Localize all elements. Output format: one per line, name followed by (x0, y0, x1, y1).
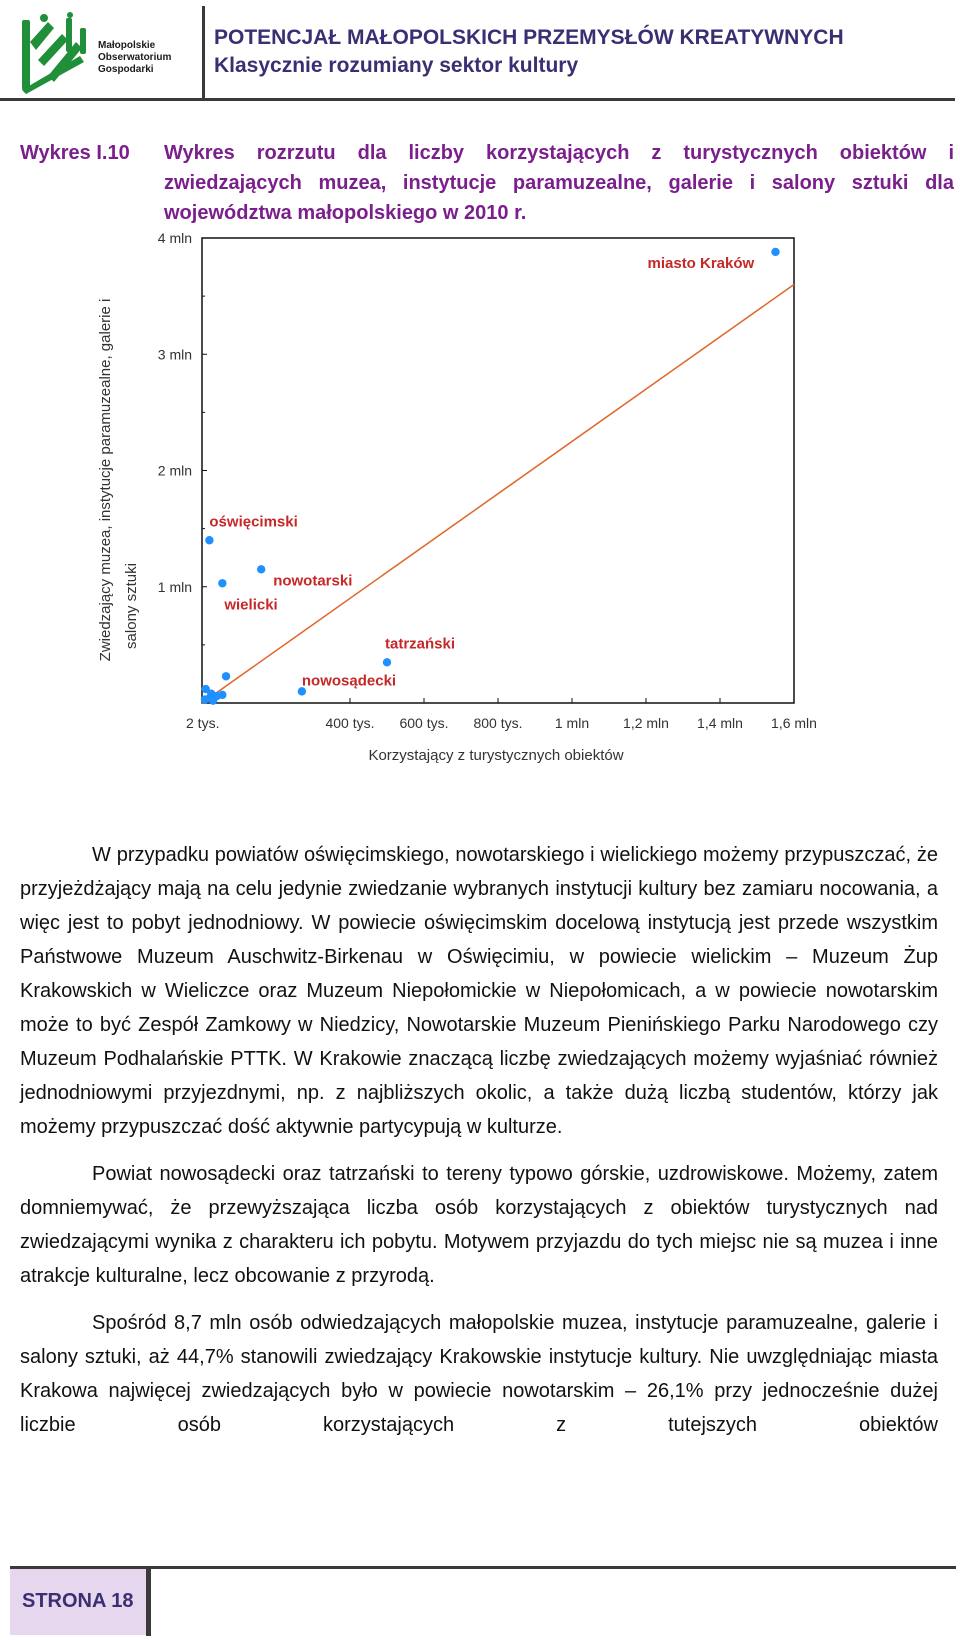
header-title (214, 24, 844, 80)
logo-line-2: Obserwatorium (98, 52, 172, 63)
x-tick-label: 600 tys. (399, 715, 449, 731)
page-footer (10, 1566, 956, 1636)
mog-logo (18, 12, 198, 94)
data-label: nowotarski (273, 572, 353, 590)
data-point-oświęcimski (205, 536, 213, 544)
y-axis-label (97, 299, 140, 662)
data-label: miasto Kraków (647, 254, 755, 272)
data-label: nowosądecki (301, 672, 397, 690)
y-axis-label-line-2: salony sztuki (123, 563, 140, 649)
paragraph-2: Powiat nowosądecki oraz tatrzański to tereny typowo górskie, uzdrowiskowe. Możemy, zatem domniemywać, że przewyższająca liczba osób korzystających z obiektów turystycznych nad zwiedzającymi wynika z charakteru ich pobytu. Motywem przyjazdu do tych miejsc nie są muzea i inne atrakcje kulturalne, lecz obcowanie z przyrodą. (20, 1163, 938, 1287)
footer-divider-vertical (146, 1566, 151, 1636)
header-title-line-2: Klasycznie rozumiany sektor kultury (214, 54, 579, 77)
y-tick-label: 3 mln (157, 346, 192, 363)
x-axis-label: Korzystający z turystycznych obiektów (368, 747, 624, 764)
y-axis-label-line-1: Zwiedzający muzea, instytucje paramuzealne, galerie i (97, 298, 114, 662)
header-title-line-1: POTENCJAŁ MAŁOPOLSKICH PRZEMYSŁÓW KREATYWNYCH (214, 26, 844, 49)
figure-label: Wykres I.10 (20, 142, 130, 164)
footer-divider-horizontal (10, 1566, 956, 1569)
data-label: tatrzański (385, 635, 456, 653)
figure-title: Wykres rozrzutu dla liczby korzystających z turystycznych obiektów i zwiedzających muzea, instytucje paramuzealne, galerie i salony sztuki dla województwa małopolskiego w 2010 r. (164, 142, 954, 224)
scatter-chart-svg (90, 228, 890, 808)
y-tick-label: 4 mln (157, 230, 192, 246)
y-tick-label: 1 mln (157, 578, 192, 595)
data-label: wielicki (224, 596, 278, 614)
x-tick-label: 1,6 mln (771, 715, 817, 731)
paragraph-1: W przypadku powiatów oświęcimskiego, nowotarskiego i wielickiego możemy przypuszczać, że przyjeżdżający mają na celu jedynie zwiedzanie wybranych instytucji kultury bez zamiaru nocowania, a więc jest to pobyt jednodniowy. W powiecie oświęcimskim docelową instytucją jest przede wszystkim Państwowe Muzeum Auschwitz-Birkenau w Oświęcimiu, w powiecie wielickim – Muzeum Żup Krakowskich w Wieliczce oraz Muzeum Niepołomickie w Niepołomicach, a w powiecie nowotarskim może to być Zespół Zamkowy w Niedzicy, Nowotarskie Muzeum Pienińskiego Parku Narodowego czy Muzeum Podhalańskie PTTK. W Krakowie znaczącą liczbę zwiedzających możemy wyjaśniać również jednodniowymi przyjezdnymi, np. z najbliższych okolic, a także dużą liczbą studentów, którzy jak możemy przypuszczać dość aktywnie partycypują w kulturze. (20, 844, 938, 1138)
paragraph-3: Spośród 8,7 mln osób odwiedzających małopolskie muzea, instytucje paramuzealne, galerie i salony sztuki, aż 44,7% stanowili zwiedzający Krakowskie instytucje kultury. Nie uwzględniając miasta Krakowa najwięcej zwiedzających było w powiecie nowotarskim – 26,1% przy jednocześnie dużej liczbie osób korzystających z tutejszych obiektów (20, 1312, 938, 1436)
body-text (20, 838, 938, 1455)
x-tick-label: 1 mln (554, 715, 590, 731)
scatter-chart (90, 228, 890, 808)
logo-text (98, 40, 171, 76)
data-label: oświęcimski (209, 513, 298, 531)
page-header (0, 0, 960, 104)
data-point (218, 691, 226, 699)
x-tick-label: 1,2 mln (623, 715, 669, 731)
header-divider-horizontal (0, 98, 955, 101)
data-point-wielicki (218, 579, 226, 587)
data-point-nowotarski (257, 565, 265, 573)
page-number: STRONA 18 (22, 1590, 134, 1612)
x-tick-label: 400 tys. (325, 715, 375, 731)
header-divider-vertical (202, 6, 205, 100)
data-point (209, 696, 217, 704)
x-tick-label: 1,4 mln (697, 715, 743, 731)
plot-area-frame (202, 238, 794, 703)
x-tick-label: 2 tys. (186, 715, 220, 731)
trend-line (202, 285, 794, 704)
x-tick-label: 800 tys. (473, 715, 523, 731)
data-point-tatrzański (383, 658, 391, 666)
data-point-miasto-Kraków (771, 248, 779, 256)
logo-line-1: Małopolskie (98, 40, 156, 51)
y-tick-label: 2 mln (157, 462, 192, 479)
data-point (222, 672, 230, 680)
logo-line-3: Gospodarki (98, 64, 154, 75)
